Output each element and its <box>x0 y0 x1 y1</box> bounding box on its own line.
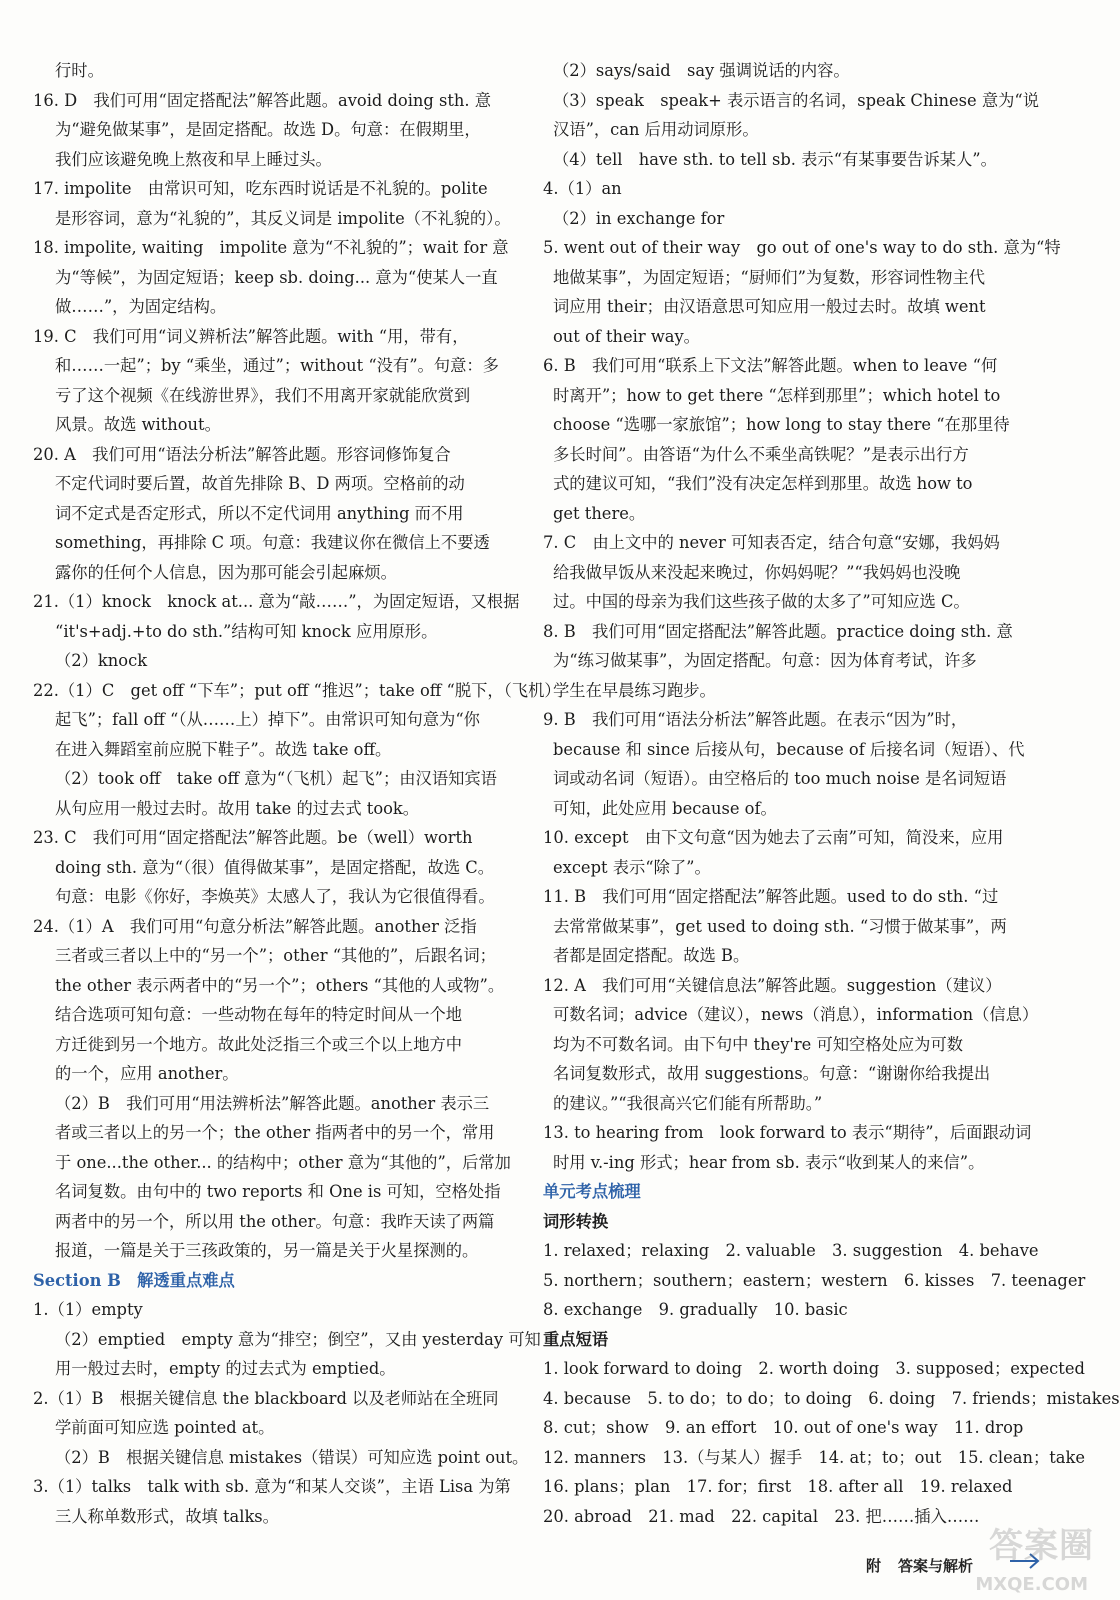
answer-line: 用一般过去时，empty 的过去式为 emptied。 <box>55 1359 396 1378</box>
answer-line: 1.（1）empty <box>33 1300 143 1319</box>
answer-line: 12. A 我们可用“关键信息法”解答此题。suggestion（建议） <box>543 975 1002 995</box>
answer-line: 为“等候”，为固定短语；keep sb. doing... 意为“使某人一直 <box>55 267 498 287</box>
answer-line: （2）took off take off 意为“（飞机）起飞”；由汉语知宾语 <box>55 769 497 788</box>
answer-line: 报道，一篇是关于三孩政策的，另一篇是关于火星探测的。 <box>55 1241 479 1260</box>
answer-line: 时离开”；how to get there “怎样到那里”；which hotel to <box>553 385 1001 405</box>
answer-line: （2）says/said say 强调说话的内容。 <box>553 61 850 80</box>
answer-line: 1. look forward to doing 2. worth doing 3. supposed；expected <box>543 1359 1085 1378</box>
answer-line: 均为不可数名词。由下句中 they're 可知空格处应为可数 <box>553 1034 964 1054</box>
answer-line: except 表示“除了”。 <box>553 857 711 877</box>
answer-line: 三者或三者以上中的“另一个”；other “其他的”，后跟名词； <box>55 946 496 965</box>
answer-line: 1. relaxed；relaxing 2. valuable 3. suggestion 4. behave <box>543 1241 1039 1260</box>
answer-line: 给我做早饭从来没起来晚过，你妈妈呢？”“我妈妈也没晚 <box>553 562 961 582</box>
section-heading: Section B 解透重点难点 <box>33 1270 235 1290</box>
answer-line: something，再排除 C 项。句意：我建议你在微信上不要透 <box>55 533 490 552</box>
footer-label: 答案与解析 <box>898 1557 974 1575</box>
answer-line: 可知，此处应用 because of。 <box>553 798 777 818</box>
answer-line: 方迁徙到另一个地方。故此处泛指三个或三个以上地方中 <box>55 1034 463 1054</box>
answer-line: （2）B 根据关键信息 mistakes（错误）可知应选 point out。 <box>55 1447 529 1467</box>
answer-line: 学前面可知应选 pointed at。 <box>55 1418 275 1437</box>
answer-line: （3）speak speak+ 表示语言的名词，speak Chinese 意为“说 <box>553 90 1040 110</box>
answer-line: 6. B 我们可用“联系上下文法”解答此题。when to leave “何 <box>543 356 998 375</box>
answer-line: 多长时间”。由答语“为什么不乘坐高铁呢？”是表示出行方 <box>553 444 969 464</box>
answer-line: 行时。 <box>55 61 104 80</box>
answer-line: 词或动名词（短语）。由空格后的 too much noise 是名词短语 <box>553 769 1007 788</box>
answer-line: 可数名词；advice（建议），news（消息），information（信息） <box>553 1005 1039 1024</box>
answer-line: （2）in exchange for <box>553 208 725 228</box>
answer-line: 24.（1）A 我们可用“句意分析法”解答此题。another 泛指 <box>33 916 477 936</box>
answer-line: 名词复数形式，故用 suggestions。句意：“谢谢你给我提出 <box>553 1064 991 1083</box>
answer-line: 5. northern；southern；eastern；western 6. kisses 7. teenager <box>543 1270 1086 1290</box>
answer-line: 19. C 我们可用“词义辨析法”解答此题。with “用，带有， <box>33 326 469 346</box>
answer-line: 风景。故选 without。 <box>55 415 221 434</box>
answer-line: out of their way。 <box>553 326 700 346</box>
right-column <box>543 56 1120 1531</box>
answer-line: 的建议。”“我很高兴它们能有所帮助。” <box>553 1093 823 1113</box>
answer-line: 学生在早晨练习跑步。 <box>553 680 716 700</box>
answer-line: 是形容词，意为“礼貌的”，其反义词是 impolite（不礼貌的）。 <box>55 208 511 228</box>
answer-line: 做……”，为固定结构。 <box>55 297 227 316</box>
answer-line: the other 表示两者中的“另一个”；others “其他的人或物”。 <box>55 975 505 995</box>
answer-line: doing sth. 意为“（很）值得做某事”，是固定搭配，故选 C。 <box>55 857 495 877</box>
answer-line: （2）B 我们可用“用法辨析法”解答此题。another 表示三 <box>55 1093 490 1113</box>
answer-line: 22.（1）C get off “下车”；put off “推迟”；take off “脱下，（飞机） <box>33 680 561 700</box>
answer-line: 两者中的另一个，所以用 the other。句意：我昨天读了两篇 <box>55 1211 495 1231</box>
answer-line: 和……一起”；by “乘坐，通过”；without “没有”。句意：多 <box>55 356 499 375</box>
answer-line: （4）tell have sth. to tell sb. 表示“有某事要告诉某人”。 <box>553 149 997 169</box>
answer-line: 为“避免做某事”，是固定搭配。故选 D。句意：在假期里， <box>55 120 481 139</box>
answer-line: 的一个，应用 another。 <box>55 1064 239 1083</box>
answer-line: 10. except 由下文句意“因为她去了云南”可知，简没来，应用 <box>543 828 1004 847</box>
answer-line: （2）emptied empty 意为“排空；倒空”，又由 yesterday 可知 <box>55 1329 541 1349</box>
answer-line: 名词复数。由句中的 two reports 和 One is 可知，空格处指 <box>55 1182 501 1201</box>
subsection-heading: 重点短语 <box>543 1329 609 1349</box>
answer-line: 3.（1）talks talk with sb. 意为“和某人交谈”，主语 Lisa 为第 <box>33 1477 511 1496</box>
answer-line: 20. A 我们可用“语法分析法”解答此题。形容词修饰复合 <box>33 444 451 464</box>
section-heading: 单元考点梳理 <box>543 1182 641 1201</box>
answer-line: “it's+adj.+to do sth.”结构可知 knock 应用原形。 <box>55 621 438 641</box>
answer-line: 11. B 我们可用“固定搭配法”解答此题。used to do sth. “过 <box>543 887 999 906</box>
answer-line: 8. exchange 9. gradually 10. basic <box>543 1300 848 1319</box>
answer-line: 9. B 我们可用“语法分析法”解答此题。在表示“因为”时， <box>543 710 968 729</box>
answer-line: 句意：电影《你好，李焕英》太感人了，我认为它很值得看。 <box>55 887 495 906</box>
answer-line: 词应用 their；由汉语意思可知应用一般过去时。故填 went <box>553 297 986 316</box>
answer-line: 时用 v.-ing 形式；hear from sb. 表示“收到某人的来信”。 <box>553 1152 985 1172</box>
answer-line: 式的建议可知，“我们”没有决定怎样到那里。故选 how to <box>553 474 973 493</box>
answer-line: 于 one...the other... 的结构中；other 意为“其他的”，后常加 <box>55 1152 511 1172</box>
answer-line: 7. C 由上文中的 never 可知表否定，结合句意“安娜，我妈妈 <box>543 533 1000 552</box>
answer-line: 去常常做某事”，get used to doing sth. “习惯于做某事”，两 <box>553 916 1007 936</box>
answer-line: 17. impolite 由常识可知，吃东西时说话是不礼貌的。polite <box>33 179 488 198</box>
answer-line: 16. plans；plan 17. for；first 18. after all 19. relaxed <box>543 1477 1013 1496</box>
answer-line: 结合选项可知句意：一些动物在每年的特定时间从一个地 <box>55 1005 463 1024</box>
answer-line: 5. went out of their way go out of one's way to do sth. 意为“特 <box>543 238 1061 257</box>
answer-line: choose “选哪一家旅馆”；how long to stay there “在那里待 <box>553 415 1010 434</box>
answer-line: 起飞”；fall off “（从……上）掉下”。由常识可知句意为“你 <box>55 710 480 729</box>
answer-line: 2.（1）B 根据关键信息 the blackboard 以及老师站在全班同 <box>33 1388 499 1408</box>
answer-line: 12. manners 13.（与某人）握手 14. at；to；out 15. clean；take <box>543 1447 1085 1467</box>
answer-line: 8. cut；show 9. an effort 10. out of one's way 11. drop <box>543 1418 1024 1437</box>
subsection-heading: 词形转换 <box>543 1211 609 1231</box>
answer-line: 4. because 5. to do；to do；to doing 6. doing 7. friends；mistakes <box>543 1388 1120 1408</box>
left-column <box>33 56 561 1531</box>
answer-line: 三人称单数形式，故填 talks。 <box>55 1506 279 1526</box>
answer-line: 露你的任何个人信息，因为那可能会引起麻烦。 <box>55 562 397 582</box>
answer-line: 者或三者以上的另一个；the other 指两者中的另一个，常用 <box>55 1123 495 1142</box>
answer-line: 13. to hearing from look forward to 表示“期待”，后面跟动词 <box>543 1123 1032 1142</box>
answer-line: 汉语”，can 后用动词原形。 <box>553 120 759 139</box>
answer-line: 在进入舞蹈室前应脱下鞋子”。故选 take off。 <box>55 739 392 759</box>
answer-line: 23. C 我们可用“固定搭配法”解答此题。be（well）worth <box>33 828 473 847</box>
answer-line: 从句应用一般过去时。故用 take 的过去式 took。 <box>55 798 420 818</box>
answer-line: get there。 <box>553 503 646 523</box>
answer-line: because 和 since 后接从句，because of 后接名词（短语）、代 <box>553 739 1025 759</box>
answer-line: 16. D 我们可用“固定搭配法”解答此题。avoid doing sth. 意 <box>33 90 492 110</box>
answer-line: 18. impolite, waiting impolite 意为“不礼貌的”；wait for 意 <box>33 238 509 257</box>
answer-line: 4.（1）an <box>543 179 622 198</box>
answer-line: 亏了这个视频《在线游世界》，我们不用离开家就能欣赏到 <box>55 385 471 405</box>
answer-line: 21.（1）knock knock at... 意为“敲……”，为固定短语，又根据 <box>33 592 520 611</box>
answer-line: 者都是固定搭配。故选 B。 <box>553 946 750 965</box>
answer-line: 地做某事”，为固定短语；“厨师们”为复数，形容词性物主代 <box>553 267 986 287</box>
answer-line: 不定代词时要后置，故首先排除 B、D 两项。空格前的动 <box>55 474 465 493</box>
answer-line: 8. B 我们可用“固定搭配法”解答此题。practice doing sth. 意 <box>543 621 1013 641</box>
watermark-url: MXQE.COM <box>975 1574 1088 1595</box>
watermark-logo: 答案圈 <box>989 1526 1094 1566</box>
answer-line: （2）knock <box>55 651 148 670</box>
answer-line: 过。中国的母亲为我们这些孩子做的太多了”可知应选 C。 <box>553 592 970 611</box>
answer-line: 我们应该避免晚上熬夜和早上睡过头。 <box>55 149 332 169</box>
answer-line: 20. abroad 21. mad 22. capital 23. 把……插入…… <box>543 1506 980 1526</box>
appendix-tag: 附 <box>866 1557 882 1575</box>
answer-line: 词不定式是否定形式，所以不定代词用 anything 而不用 <box>55 503 464 523</box>
answer-line: 为“练习做某事”，为固定搭配。句意：因为体育考试，许多 <box>553 651 977 670</box>
